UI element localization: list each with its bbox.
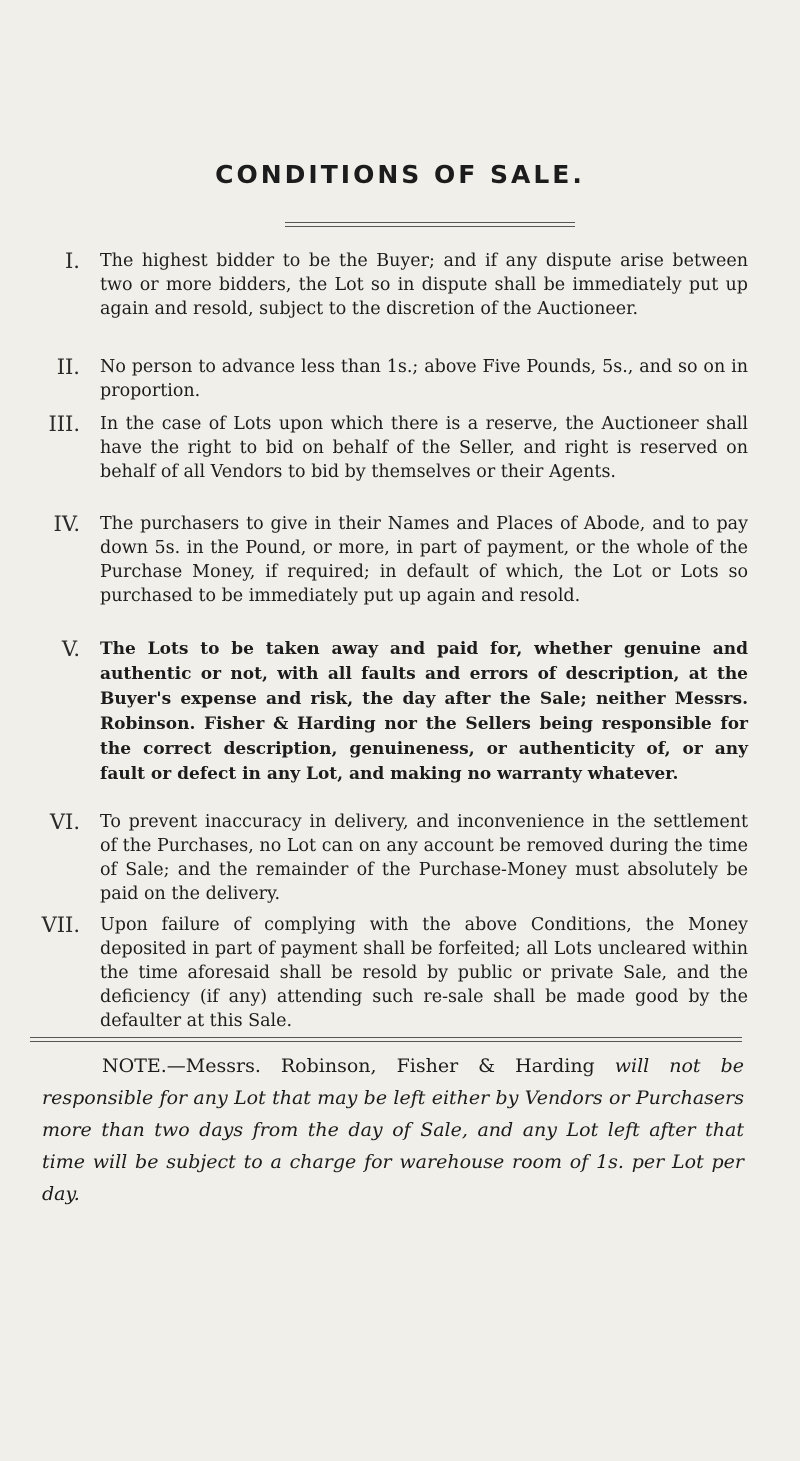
note-paragraph — [42, 1050, 744, 1210]
condition-numeral: III. — [48, 412, 80, 436]
condition-numeral: V. — [61, 637, 80, 661]
section-divider — [30, 1037, 742, 1042]
condition-text: The Lots to be taken away and paid for, whether genuine and authentic or not, with all faults and errors of description, at the Buyer's expense and risk, the day after the Sale; neither Messrs. Robinson. Fisher & Harding nor the Sellers being responsible for the correct description, genuineness, or authenticity of, or any fault or defect in any Lot, and making no warranty whatever. — [100, 639, 748, 784]
page-title: CONDITIONS OF SALE. — [215, 160, 585, 189]
note-lead: NOTE.—Messrs. Robinson, Fisher & Harding — [102, 1055, 595, 1077]
condition-numeral: II. — [56, 355, 80, 379]
condition-text: The highest bidder to be the Buyer; and if any dispute arise between two or more bidders, the Lot so in dispute shall be immediately put up again and resold, subject to the discretion of the Auctioneer. — [100, 251, 748, 319]
condition-numeral: VII. — [41, 913, 80, 937]
condition-text: In the case of Lots upon which there is a reserve, the Auctioneer shall have the right to bid on behalf of the Seller, and right is reserved on behalf of all Vendors to bid by themselves or their Agents. — [100, 414, 748, 482]
note-text: will not be responsible for any Lot that may be left either by Vendors or Purchasers more than two days from the day of Sale, and any Lot left after that time will be subject to a charge for warehouse room of 1s. per Lot per day. — [42, 1055, 744, 1205]
condition-numeral: I. — [65, 249, 80, 273]
condition-text: The purchasers to give in their Names and Places of Abode, and to pay down 5s. in the Pound, or more, in part of payment, or the whole of the Purchase Money, if required; in default of which, the Lot or Lots so purchased to be immediately put up again and resold. — [100, 514, 748, 606]
condition-numeral: IV. — [53, 512, 80, 536]
title-underline — [285, 222, 575, 227]
condition-text: To prevent inaccuracy in delivery, and inconvenience in the settlement of the Purchases, no Lot can on any account be removed during the time of Sale; and the remainder of the Purchase-Money must absolutely be paid on the delivery. — [100, 812, 748, 904]
condition-numeral: VI. — [49, 810, 80, 834]
condition-text: Upon failure of complying with the above Conditions, the Money deposited in part of payment shall be forfeited; all Lots uncleared within the time aforesaid shall be resold by public or private Sale, and the deficiency (if any) attending such re-sale shall be made good by the defaulter at this Sale. — [100, 915, 748, 1031]
condition-text: No person to advance less than 1s.; above Five Pounds, 5s., and so on in proportion. — [100, 357, 748, 401]
